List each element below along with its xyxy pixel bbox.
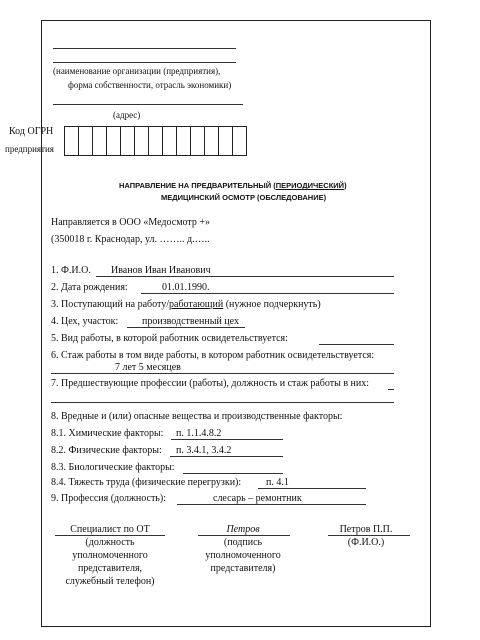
- field-8-1-line[interactable]: [171, 439, 283, 440]
- ogrn-label: Код ОГРН: [9, 126, 54, 137]
- field-6-line[interactable]: [51, 373, 394, 374]
- field-2-label: 2. Дата рождения:: [51, 282, 128, 293]
- ogrn-code-boxes[interactable]: [65, 126, 247, 156]
- signature-name: Петров П.П.: [339, 524, 393, 535]
- ogrn-digit-box[interactable]: [162, 126, 177, 156]
- signature-position-caption: (должность уполномоченного представителя, служебный телефон): [65, 537, 155, 587]
- field-8-label: 8. Вредные и (или) опасные вещества и производственные факторы:: [51, 411, 343, 422]
- address-caption: (адрес): [113, 110, 141, 120]
- field-8-3-label: 8.3. Биологические факторы:: [51, 462, 175, 473]
- field-8-4-value: п. 4.1: [266, 477, 289, 488]
- ogrn-digit-box[interactable]: [78, 126, 93, 156]
- field-9-line[interactable]: [177, 504, 366, 505]
- destination-line-2: (350018 г. Краснодар, ул. …….. д.…..: [51, 234, 210, 245]
- org-caption-2: форма собственности, отрасль экономики): [68, 80, 232, 90]
- field-2-line[interactable]: [141, 293, 394, 294]
- field-7-label: 7. Предшествующие профессии (работы), должность и стаж работы в них:: [51, 378, 370, 389]
- field-3-text: 3. Поступающий на работу/работающий (нужное подчеркнуть): [51, 299, 321, 310]
- field-8-1-label: 8.1. Химические факторы:: [51, 428, 164, 439]
- document-title-line-1: НАПРАВЛЕНИЕ НА ПРЕДВАРИТЕЛЬНЫЙ (ПЕРИОДИЧЕСКИЙ): [119, 181, 347, 190]
- field-8-2-value: п. 3.4.1, 3.4.2: [176, 445, 232, 456]
- field-8-4-line[interactable]: [258, 488, 366, 489]
- field-9-value: слесарь – ремонтник: [213, 493, 302, 504]
- field-1-label: 1. Ф.И.О.: [51, 265, 91, 276]
- field-8-2-line[interactable]: [170, 456, 283, 457]
- ogrn-digit-box[interactable]: [204, 126, 219, 156]
- field-8-3-line[interactable]: [183, 473, 283, 474]
- periodic-underlined: ПЕРИОДИЧЕСКИЙ: [275, 181, 345, 190]
- ogrn-digit-box[interactable]: [106, 126, 121, 156]
- field-8-4-label: 8.4. Тяжесть труда (физические перегрузки):: [51, 477, 242, 488]
- ogrn-digit-box[interactable]: [120, 126, 135, 156]
- signature-sign: Петров: [226, 524, 260, 535]
- field-7-line-1[interactable]: [388, 389, 394, 390]
- field-2-value: 01.01.1990.: [162, 282, 210, 293]
- field-1-line[interactable]: [96, 276, 394, 277]
- ogrn-digit-box[interactable]: [176, 126, 191, 156]
- ogrn-digit-box[interactable]: [190, 126, 205, 156]
- ogrn-digit-box[interactable]: [92, 126, 107, 156]
- ogrn-label-2: предприятия: [5, 144, 54, 154]
- org-name-line-2[interactable]: [53, 62, 236, 63]
- field-5-label: 5. Вид работы, в которой работник освидетельствуется:: [51, 333, 288, 344]
- working-underlined: работающий: [169, 299, 224, 310]
- address-line[interactable]: [53, 104, 243, 105]
- field-6-value: 7 лет 5 месяцев: [115, 362, 181, 373]
- field-6-label: 6. Стаж работы в том виде работы, в котором работник освидетельствуется:: [51, 350, 375, 361]
- field-1-value: Иванов Иван Иванович: [111, 265, 211, 276]
- signature-name-line[interactable]: [328, 535, 410, 536]
- ogrn-digit-box[interactable]: [218, 126, 233, 156]
- field-5-line[interactable]: [319, 344, 394, 345]
- signature-name-caption: (Ф.И.О.): [347, 537, 385, 548]
- ogrn-digit-box[interactable]: [148, 126, 163, 156]
- ogrn-digit-box[interactable]: [232, 126, 247, 156]
- org-caption-1: (наименование организации (предприятия),: [53, 66, 221, 76]
- signature-sign-caption: (подпись уполномоченного представителя): [205, 537, 281, 574]
- field-4-label: 4. Цех, участок:: [51, 316, 119, 327]
- field-8-2-label: 8.2. Физические факторы:: [51, 445, 162, 456]
- document-title-line-2: МЕДИЦИНСКИЙ ОСМОТР (ОБСЛЕДОВАНИЕ): [161, 193, 327, 202]
- ogrn-digit-box[interactable]: [134, 126, 149, 156]
- field-7-line-2[interactable]: [51, 402, 394, 403]
- signature-position: Специалист по ОТ: [70, 524, 150, 535]
- destination-line-1: Направляется в ООО «Медосмотр +»: [51, 217, 211, 228]
- org-name-line-1[interactable]: [53, 48, 236, 49]
- ogrn-digit-box[interactable]: [64, 126, 79, 156]
- field-9-label: 9. Профессия (должность):: [51, 493, 166, 504]
- field-4-line[interactable]: [127, 327, 245, 328]
- field-8-1-value: п. 1.1.4.8.2: [176, 428, 222, 439]
- field-4-value: производственный цех: [142, 316, 239, 327]
